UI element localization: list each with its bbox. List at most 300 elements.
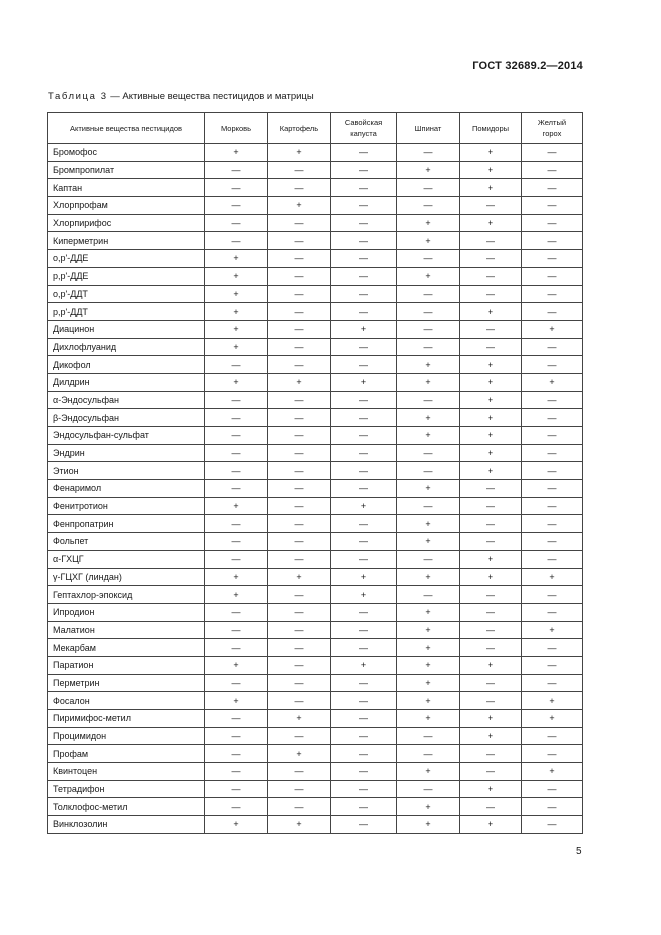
matrix-mark-cell: — [268,515,331,533]
substance-name-cell: Дилдрин [48,373,205,391]
matrix-mark-cell: — [205,533,268,551]
table-row [48,267,583,285]
matrix-mark-cell: — [268,674,331,692]
table-row [48,214,583,232]
matrix-mark-cell: — [522,427,583,445]
matrix-mark-cell: — [522,603,583,621]
table-row [48,179,583,197]
matrix-mark-cell: — [205,710,268,728]
substance-name-cell: Бромофос [48,144,205,162]
matrix-mark-cell: + [205,285,268,303]
matrix-mark-cell: — [331,161,397,179]
matrix-mark-cell: — [205,214,268,232]
substance-name-cell: Паратион [48,656,205,674]
matrix-mark-cell: — [268,409,331,427]
matrix-mark-cell: — [397,745,460,763]
table-caption [48,91,314,102]
substance-name-cell: α-ГХЦГ [48,550,205,568]
matrix-mark-cell: — [205,674,268,692]
matrix-mark-cell: — [331,338,397,356]
matrix-mark-cell: + [522,320,583,338]
matrix-mark-cell: — [268,214,331,232]
matrix-mark-cell: — [460,480,522,498]
substance-name-cell: о,р'-ДДЕ [48,250,205,268]
matrix-mark-cell: — [205,603,268,621]
matrix-mark-cell: — [397,197,460,215]
matrix-mark-cell: — [460,745,522,763]
column-header: Картофель [268,113,331,144]
matrix-mark-cell: — [268,179,331,197]
matrix-mark-cell: — [460,250,522,268]
matrix-mark-cell: + [460,462,522,480]
matrix-mark-cell: — [331,250,397,268]
matrix-mark-cell: + [205,692,268,710]
substance-name-cell: Ипродион [48,603,205,621]
table-row [48,320,583,338]
substance-name-cell: Толклофос-метил [48,798,205,816]
matrix-mark-cell: — [268,444,331,462]
matrix-mark-cell: — [397,444,460,462]
matrix-mark-cell: — [522,816,583,834]
matrix-mark-cell: — [268,497,331,515]
matrix-mark-cell: — [522,745,583,763]
matrix-mark-cell: — [522,338,583,356]
matrix-mark-cell: — [331,197,397,215]
table-row [48,480,583,498]
matrix-mark-cell: — [460,621,522,639]
substance-name-cell: Фенпропатрин [48,515,205,533]
substance-name-cell: Гептахлор-эпоксид [48,586,205,604]
matrix-mark-cell: — [331,710,397,728]
matrix-mark-cell: + [205,656,268,674]
matrix-mark-cell: + [397,373,460,391]
matrix-mark-cell: — [268,427,331,445]
matrix-mark-cell: + [331,568,397,586]
matrix-mark-cell: + [397,568,460,586]
matrix-mark-cell: — [268,320,331,338]
table-row [48,586,583,604]
matrix-mark-cell: — [205,480,268,498]
matrix-mark-cell: — [397,144,460,162]
substance-name-cell: Квинтоцен [48,763,205,781]
column-header: Савойская капуста [331,113,397,144]
matrix-mark-cell: — [268,391,331,409]
matrix-mark-cell: — [460,320,522,338]
matrix-mark-cell: + [397,639,460,657]
substance-name-cell: α-Эндосульфан [48,391,205,409]
table-row [48,250,583,268]
substance-name-cell: Процимидон [48,727,205,745]
matrix-mark-cell: — [205,427,268,445]
matrix-mark-cell: + [205,816,268,834]
matrix-mark-cell: — [397,586,460,604]
matrix-mark-cell: + [205,568,268,586]
matrix-mark-cell: — [268,232,331,250]
matrix-mark-cell: — [205,179,268,197]
matrix-mark-cell: — [205,444,268,462]
column-header: Помидоры [460,113,522,144]
table-caption-text: — Активные вещества пестицидов и матрицы [107,91,314,102]
matrix-mark-cell: — [460,692,522,710]
matrix-mark-cell: — [268,338,331,356]
matrix-mark-cell: + [268,568,331,586]
matrix-mark-cell: + [397,427,460,445]
matrix-mark-cell: — [522,480,583,498]
matrix-mark-cell: — [331,427,397,445]
standard-code: ГОСТ 32689.2—2014 [472,60,583,72]
table-row [48,603,583,621]
table-row [48,338,583,356]
table-row [48,391,583,409]
matrix-mark-cell: — [522,586,583,604]
substance-name-cell: Киперметрин [48,232,205,250]
matrix-mark-cell: — [397,338,460,356]
matrix-mark-cell: — [397,179,460,197]
substance-name-cell: Фольпет [48,533,205,551]
matrix-mark-cell: — [331,444,397,462]
table-row [48,710,583,728]
matrix-mark-cell: + [460,727,522,745]
matrix-mark-cell: + [268,144,331,162]
matrix-mark-cell: — [268,727,331,745]
table-body [48,144,583,834]
matrix-mark-cell: — [205,462,268,480]
matrix-mark-cell: — [460,232,522,250]
matrix-mark-cell: — [205,197,268,215]
table-row [48,727,583,745]
column-header: Активные вещества пестицидов [48,113,205,144]
matrix-mark-cell: — [460,603,522,621]
column-header: Морковь [205,113,268,144]
matrix-mark-cell: + [397,603,460,621]
matrix-mark-cell: — [522,515,583,533]
matrix-mark-cell: + [397,214,460,232]
matrix-mark-cell: + [460,214,522,232]
table-row [48,444,583,462]
matrix-mark-cell: + [205,497,268,515]
table-row [48,409,583,427]
matrix-mark-cell: — [268,692,331,710]
matrix-mark-cell: — [397,780,460,798]
matrix-mark-cell: — [205,727,268,745]
table-row [48,533,583,551]
matrix-mark-cell: — [397,285,460,303]
table-header-row [48,113,583,144]
table-row [48,656,583,674]
matrix-mark-cell: + [268,197,331,215]
matrix-mark-cell: — [205,391,268,409]
matrix-mark-cell: — [331,816,397,834]
matrix-mark-cell: — [205,550,268,568]
substance-name-cell: Каптан [48,179,205,197]
matrix-mark-cell: — [268,480,331,498]
matrix-mark-cell: + [397,409,460,427]
matrix-mark-cell: — [397,320,460,338]
table-row [48,674,583,692]
matrix-mark-cell: — [522,214,583,232]
matrix-mark-cell: + [522,621,583,639]
matrix-mark-cell: — [331,356,397,374]
matrix-mark-cell: — [331,303,397,321]
matrix-mark-cell: + [331,373,397,391]
matrix-mark-cell: — [460,197,522,215]
column-header: Шпинат [397,113,460,144]
matrix-mark-cell: — [397,303,460,321]
matrix-mark-cell: + [205,586,268,604]
matrix-mark-cell: + [397,232,460,250]
matrix-mark-cell: — [522,798,583,816]
matrix-mark-cell: — [268,603,331,621]
matrix-mark-cell: + [397,533,460,551]
table-row [48,816,583,834]
matrix-mark-cell: — [522,197,583,215]
matrix-mark-cell: + [522,692,583,710]
table-row [48,144,583,162]
page-number: 5 [576,846,582,857]
matrix-mark-cell: — [331,727,397,745]
substance-name-cell: р,р'-ДДЕ [48,267,205,285]
matrix-mark-cell: — [460,639,522,657]
matrix-mark-cell: + [522,763,583,781]
substance-name-cell: Дихлофлуанид [48,338,205,356]
substance-name-cell: Этион [48,462,205,480]
matrix-mark-cell: — [331,285,397,303]
substance-name-cell: Винклозолин [48,816,205,834]
matrix-mark-cell: — [460,586,522,604]
substance-name-cell: Тетрадифон [48,780,205,798]
matrix-mark-cell: + [460,710,522,728]
matrix-mark-cell: + [460,780,522,798]
matrix-mark-cell: — [522,161,583,179]
matrix-mark-cell: + [460,161,522,179]
matrix-mark-cell: + [460,373,522,391]
table-row [48,285,583,303]
matrix-mark-cell: — [205,621,268,639]
matrix-mark-cell: — [522,303,583,321]
matrix-mark-cell: + [331,586,397,604]
matrix-mark-cell: + [397,710,460,728]
table-row [48,232,583,250]
matrix-mark-cell: + [205,338,268,356]
matrix-mark-cell: — [522,656,583,674]
substance-name-cell: Профам [48,745,205,763]
substance-name-cell: β-Эндосульфан [48,409,205,427]
substance-name-cell: Мекарбам [48,639,205,657]
matrix-mark-cell: — [268,533,331,551]
matrix-mark-cell: + [397,816,460,834]
matrix-mark-cell: + [397,674,460,692]
matrix-mark-cell: — [205,232,268,250]
substance-name-cell: Перметрин [48,674,205,692]
matrix-mark-cell: + [205,320,268,338]
table-caption-prefix: Таблица 3 [48,91,108,102]
table-row [48,639,583,657]
matrix-mark-cell: — [331,621,397,639]
matrix-mark-cell: — [331,763,397,781]
matrix-mark-cell: + [205,250,268,268]
matrix-mark-cell: + [331,497,397,515]
matrix-mark-cell: + [460,391,522,409]
matrix-mark-cell: — [460,798,522,816]
matrix-mark-cell: — [460,674,522,692]
matrix-mark-cell: — [522,409,583,427]
table-row [48,373,583,391]
matrix-mark-cell: — [205,763,268,781]
matrix-mark-cell: + [397,798,460,816]
matrix-mark-cell: + [205,373,268,391]
matrix-mark-cell: — [397,497,460,515]
matrix-mark-cell: — [268,250,331,268]
table-row [48,745,583,763]
matrix-mark-cell: — [268,656,331,674]
table-row [48,197,583,215]
matrix-mark-cell: — [331,745,397,763]
matrix-mark-cell: — [205,798,268,816]
matrix-mark-cell: + [460,568,522,586]
matrix-mark-cell: — [205,161,268,179]
matrix-mark-cell: + [460,303,522,321]
matrix-mark-cell: + [460,656,522,674]
substance-name-cell: Хлорпрофам [48,197,205,215]
matrix-mark-cell: — [522,533,583,551]
table-row [48,621,583,639]
matrix-mark-cell: — [331,179,397,197]
matrix-mark-cell: + [205,144,268,162]
matrix-mark-cell: — [331,267,397,285]
matrix-mark-cell: — [522,462,583,480]
matrix-mark-cell: — [268,780,331,798]
matrix-mark-cell: — [331,462,397,480]
matrix-mark-cell: — [205,515,268,533]
matrix-mark-cell: + [397,692,460,710]
matrix-mark-cell: — [522,232,583,250]
matrix-mark-cell: — [522,639,583,657]
matrix-mark-cell: + [268,710,331,728]
matrix-mark-cell: — [205,780,268,798]
pesticides-table [47,112,583,834]
matrix-mark-cell: — [268,798,331,816]
matrix-mark-cell: — [331,533,397,551]
matrix-mark-cell: — [331,214,397,232]
matrix-mark-cell: — [268,267,331,285]
matrix-mark-cell: — [522,356,583,374]
substance-name-cell: Фосалон [48,692,205,710]
matrix-mark-cell: — [460,267,522,285]
matrix-mark-cell: + [460,179,522,197]
matrix-mark-cell: + [397,621,460,639]
table-row [48,356,583,374]
matrix-mark-cell: — [331,603,397,621]
table-row [48,497,583,515]
matrix-mark-cell: — [522,780,583,798]
matrix-mark-cell: + [460,409,522,427]
matrix-mark-cell: + [397,267,460,285]
matrix-mark-cell: + [397,515,460,533]
matrix-mark-cell: — [268,550,331,568]
matrix-mark-cell: — [522,179,583,197]
matrix-mark-cell: — [268,586,331,604]
table-row [48,303,583,321]
table-row [48,515,583,533]
substance-name-cell: Бромпропилат [48,161,205,179]
matrix-mark-cell: — [331,232,397,250]
matrix-mark-cell: — [268,161,331,179]
matrix-mark-cell: — [397,462,460,480]
matrix-mark-cell: — [460,763,522,781]
matrix-mark-cell: — [268,462,331,480]
matrix-mark-cell: — [331,780,397,798]
matrix-mark-cell: + [397,656,460,674]
matrix-mark-cell: — [397,250,460,268]
matrix-mark-cell: — [331,409,397,427]
matrix-mark-cell: — [460,497,522,515]
matrix-mark-cell: + [397,161,460,179]
matrix-mark-cell: + [205,303,268,321]
matrix-mark-cell: + [331,320,397,338]
substance-name-cell: Фенаримол [48,480,205,498]
matrix-mark-cell: — [331,798,397,816]
matrix-mark-cell: — [268,639,331,657]
matrix-mark-cell: + [397,480,460,498]
matrix-mark-cell: + [397,763,460,781]
substance-name-cell: Пиримифос-метил [48,710,205,728]
matrix-mark-cell: — [205,409,268,427]
matrix-mark-cell: + [460,144,522,162]
substance-name-cell: Малатион [48,621,205,639]
matrix-mark-cell: — [522,391,583,409]
matrix-mark-cell: — [331,692,397,710]
matrix-mark-cell: + [522,710,583,728]
table-row [48,568,583,586]
substance-name-cell: Хлорпирифос [48,214,205,232]
matrix-mark-cell: — [397,391,460,409]
matrix-mark-cell: + [331,656,397,674]
matrix-mark-cell: — [331,550,397,568]
table-row [48,550,583,568]
matrix-mark-cell: + [460,816,522,834]
matrix-mark-cell: + [460,356,522,374]
matrix-mark-cell: — [205,745,268,763]
table-row [48,798,583,816]
matrix-mark-cell: + [397,356,460,374]
matrix-mark-cell: — [522,674,583,692]
matrix-mark-cell: — [268,763,331,781]
substance-name-cell: Эндосульфан-сульфат [48,427,205,445]
column-header: Желтый горох [522,113,583,144]
matrix-mark-cell: — [268,285,331,303]
table-row [48,161,583,179]
matrix-mark-cell: — [522,550,583,568]
matrix-mark-cell: — [331,639,397,657]
matrix-mark-cell: — [397,727,460,745]
substance-name-cell: о,р'-ДДТ [48,285,205,303]
substance-name-cell: Дикофол [48,356,205,374]
matrix-mark-cell: + [522,373,583,391]
matrix-mark-cell: — [522,444,583,462]
matrix-mark-cell: — [522,250,583,268]
matrix-mark-cell: + [460,427,522,445]
matrix-mark-cell: — [460,338,522,356]
table-row [48,780,583,798]
matrix-mark-cell: — [522,144,583,162]
matrix-mark-cell: — [205,639,268,657]
matrix-mark-cell: + [205,267,268,285]
matrix-mark-cell: + [460,550,522,568]
table-row [48,763,583,781]
substance-name-cell: Диацинон [48,320,205,338]
matrix-mark-cell: + [460,444,522,462]
table-row [48,427,583,445]
